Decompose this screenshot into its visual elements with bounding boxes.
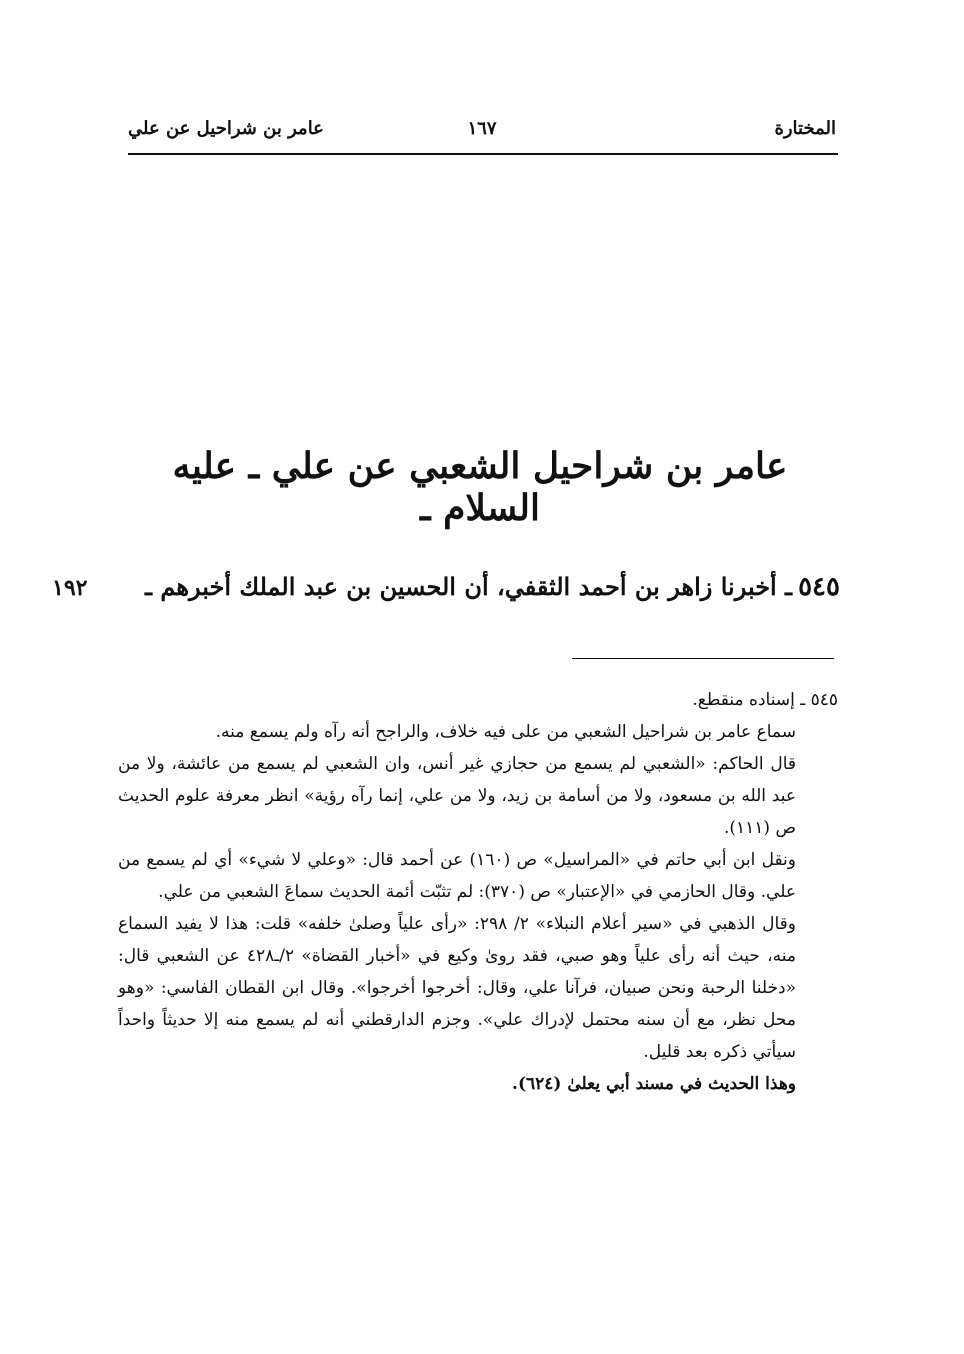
footnote-paragraph: وقال الذهبي في «سير أعلام النبلاء» ٢/ ٢٩٨: «رأى علياً وصلىٰ خلفه» قلت: هذا لا يفيد السماع منه، حيث أنه رأى علياً وهو صبي، فقد روىٰ وكيع في «أخبار القضاة» ٢/ـ٤٢٨ عن الشعبي قال: «دخلنا الرحبة ونحن صبيان، فرآنا علي، وقال: أخرجوا أخرجوا». وقال ابن القطان الفاسي: «وهو محل نظر، مع أن سنه محتمل لإدراك علي». وجزم الدارقطني أنه لم يسمع منه إلا حديثاً واحداً سيأتي ذكره بعد قليل. [118,914,796,1062]
page-number: ١٦٧ [467,118,497,139]
footnote-head: ٥٤٥ ـ إسناده منقطع. [692,690,838,710]
footnote-paragraph: قال الحاكم: «الشعبي لم يسمع من حجازي غير أنس، وان الشعبي لم يسمع من عائشة، ولا من عبد الله بن مسعود، ولا من أسامة بن زيد، ولا من علي، إنما رآه رؤية» انظر معرفة علوم الحديث ص (١١١). [118,754,796,838]
margin-number: ١٩٢ [52,575,88,601]
running-title: عامر بن شراحيل عن علي [128,118,324,139]
footnote-rule [572,658,834,659]
hadith-text: ـ أخبرنا زاهر بن أحمد الثقفي، أن الحسين بن عبد الملك أخبرهم ـ [145,572,793,601]
hadith-line [120,572,840,602]
footnotes [118,684,838,1100]
header-rule [128,153,838,155]
chapter-title: عامر بن شراحيل الشعبي عن علي ـ عليه السلام ـ [172,445,788,529]
footnote-paragraph: وهذا الحديث في مسند أبي يعلىٰ (٦٢٤). [512,1074,796,1094]
footnote-paragraph: سماع عامر بن شراحيل الشعبي من على فيه خلاف، والراجح أنه رآه ولم يسمع منه. [215,722,796,742]
footnote-paragraph: ونقل ابن أبي حاتم في «المراسيل» ص (١٦٠) عن أحمد قال: «وعلي لا شيء» أي لم يسمع من علي. وقال الحازمي في «الإعتبار» ص (٣٧٠): لم تثبّت أئمة الحديث سماعَ الشعبي من علي. [118,850,796,902]
hadith-number: ٥٤٥ [798,572,840,602]
page-header [128,118,836,148]
book-name: المختارة [774,118,836,139]
